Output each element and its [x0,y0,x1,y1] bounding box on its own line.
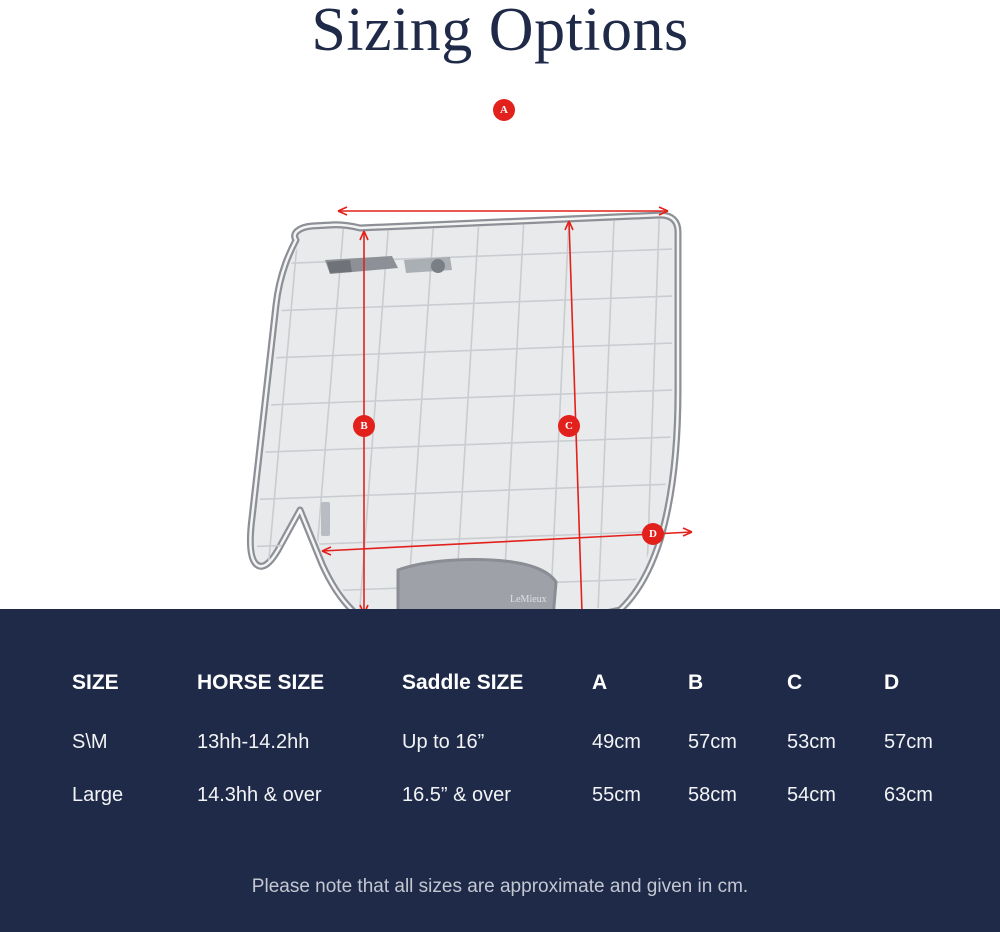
size-table [72,671,974,837]
column-header-b: B [688,671,704,694]
measure-marker-d: D [642,523,664,545]
cell-size: Large [72,784,124,806]
sizing-note: Please note that all sizes are approximate and given in cm. [251,876,749,897]
cell-size: S\M [72,731,108,753]
cell-saddle-size: Up to 16” [402,731,485,753]
cell-b: 57cm [688,731,737,753]
table-row [72,731,974,784]
measure-marker-b: B [353,415,375,437]
cell-saddle-size: 16.5” & over [402,784,511,806]
cell-horse-size: 14.3hh & over [197,784,322,806]
column-header-a: A [592,671,608,694]
saddle-pad-illustration [0,90,1000,610]
cell-a: 55cm [592,784,641,806]
cell-d: 63cm [884,784,933,806]
column-header-horse-size: HORSE SIZE [197,671,325,694]
page-title: Sizing Options [311,0,689,64]
cell-horse-size: 13hh-14.2hh [197,731,310,753]
size-table-panel [0,609,1000,932]
cell-c: 53cm [787,731,836,753]
measure-marker-c: C [558,415,580,437]
column-header-size: SIZE [72,671,119,694]
column-header-saddle-size: Saddle SIZE [402,671,524,694]
column-header-c: C [787,671,803,694]
saddle-pad-diagram [0,90,1000,610]
cell-c: 54cm [787,784,836,806]
cell-b: 58cm [688,784,737,806]
table-row [72,784,974,837]
svg-text:LeMieux: LeMieux [510,594,547,605]
table-header-row [72,671,974,731]
measure-marker-a: A [493,99,515,121]
cell-d: 57cm [884,731,933,753]
side-logo-tag [321,502,330,536]
column-header-d: D [884,671,900,694]
cell-a: 49cm [592,731,641,753]
